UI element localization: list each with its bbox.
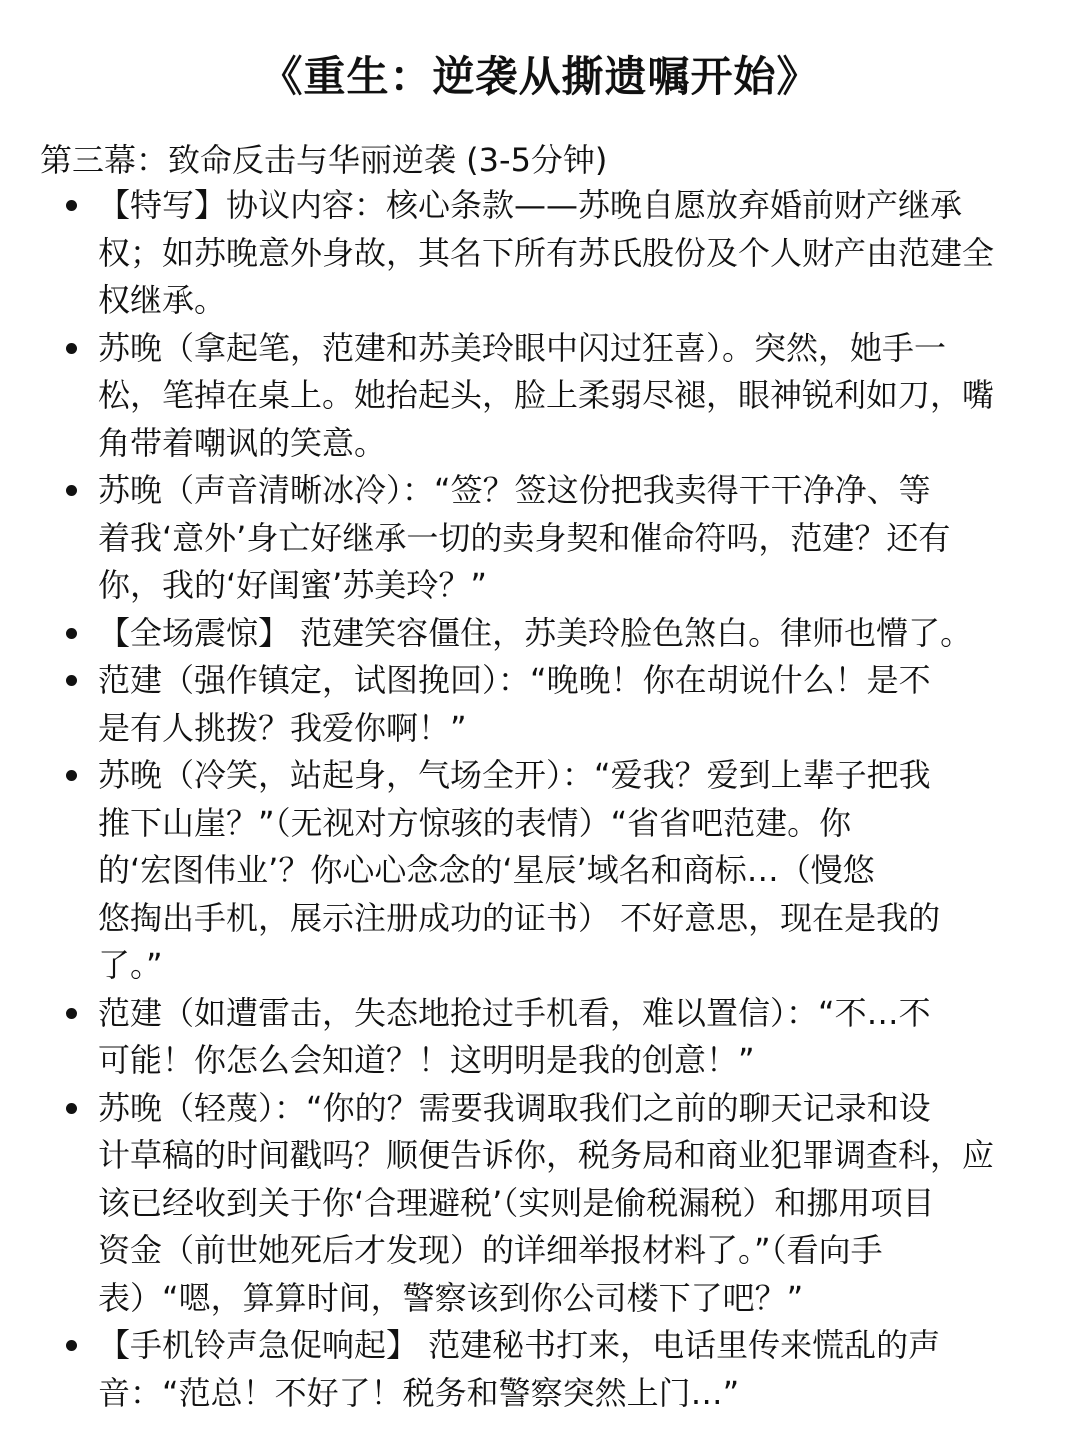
text-line: 范建（强作镇定，试图挽回）：“晚晚！你在胡说什么！是不 [98,661,931,699]
bullet-dot-icon [66,628,77,639]
list-item [0,467,1080,610]
text-line: 是有人挑拨？我爱你啊！” [98,708,467,747]
bullet-dot-icon [66,343,77,354]
bullet-dot-icon [66,200,77,211]
text-line: 权继承。 [98,281,227,319]
bullet-dot-icon [66,770,77,781]
text-line: 苏晚（拿起笔，范建和苏美玲眼中闪过狂喜）。突然，她手一 [98,328,947,367]
list-item [0,325,1080,468]
text-line: 你，我的‘好闺蜜’苏美玲？” [98,566,487,604]
text-line: 音：“范总！不好了！税务和警察突然上门…” [98,1373,740,1412]
text-line: 苏晚（冷笑，站起身，气场全开）：“爱我？爱到上辈子把我 [98,756,931,794]
text-line: 【特写】协议内容：核心条款——苏晚自愿放弃婚前财产继承 [98,186,963,224]
list-item [0,1085,1080,1323]
bullet-list [0,182,1080,1417]
bullet-dot-icon [66,1008,77,1019]
text-line: 推下山崖？”（无视对方惊骇的表情）“省省吧范建。你 [98,803,852,842]
text-line: 可能！你怎么会知道？！这明明是我的创意！” [98,1041,755,1079]
text-line: 角带着嘲讽的笑意。 [98,423,387,462]
bullet-dot-icon [66,485,77,496]
list-item [0,1322,1080,1417]
text-line: 资金（前世她死后才发现）的详细举报材料了。”（看向手 [98,1231,883,1269]
text-line: 表）“嗯，算算时间，警察该到你公司楼下了吧？” [98,1278,804,1317]
list-item [0,657,1080,752]
text-line: 苏晚（轻蔑）：“你的？需要我调取我们之前的聊天记录和设 [98,1088,931,1127]
list-item [0,752,1080,990]
text-line: 计草稿的时间戳吗？顺便告诉你，税务局和商业犯罪调查科，应 [98,1136,995,1174]
bullet-dot-icon [66,675,77,686]
list-item [0,610,1080,658]
bullet-dot-icon [66,1340,77,1351]
text-line: 范建（如遭雷击，失态地抢过手机看，难以置信）：“不…不 [98,993,931,1032]
text-line: 苏晚（声音清晰冰冷）：“签？签这份把我卖得干干净净、等 [98,471,931,509]
text-line: 【手机铃声急促响起】 范建秘书打来，电话里传来慌乱的声 [98,1326,941,1364]
list-item [0,182,1080,325]
text-line: 着我‘意外’身亡好继承一切的卖身契和催命符吗，范建？还有 [98,518,951,557]
bullet-dot-icon [66,1103,77,1114]
text-line: 的‘宏图伟业’？你心心念念的‘星辰’域名和商标…（慢悠 [98,851,875,889]
text-line: 【全场震惊】 范建笑容僵住，苏美玲脸色煞白。律师也懵了。 [98,613,973,652]
text-line: 了。” [98,946,163,984]
text-line: 该已经收到关于你‘合理避税’（实则是偷税漏税）和挪用项目 [98,1183,935,1222]
list-item [0,990,1080,1085]
page-title: 《重生：逆袭从撕遗嘱开始》 [260,52,820,102]
text-line: 松，笔掉在桌上。她抬起头，脸上柔弱尽褪，眼神锐利如刀，嘴 [98,376,995,414]
section-heading: 第三幕：致命反击与华丽逆袭 (3-5分钟) [40,141,608,179]
text-line: 悠掏出手机，展示注册成功的证书） 不好意思，现在是我的 [98,898,941,937]
text-line: 权；如苏晚意外身故，其名下所有苏氏股份及个人财产由范建全 [98,233,995,272]
